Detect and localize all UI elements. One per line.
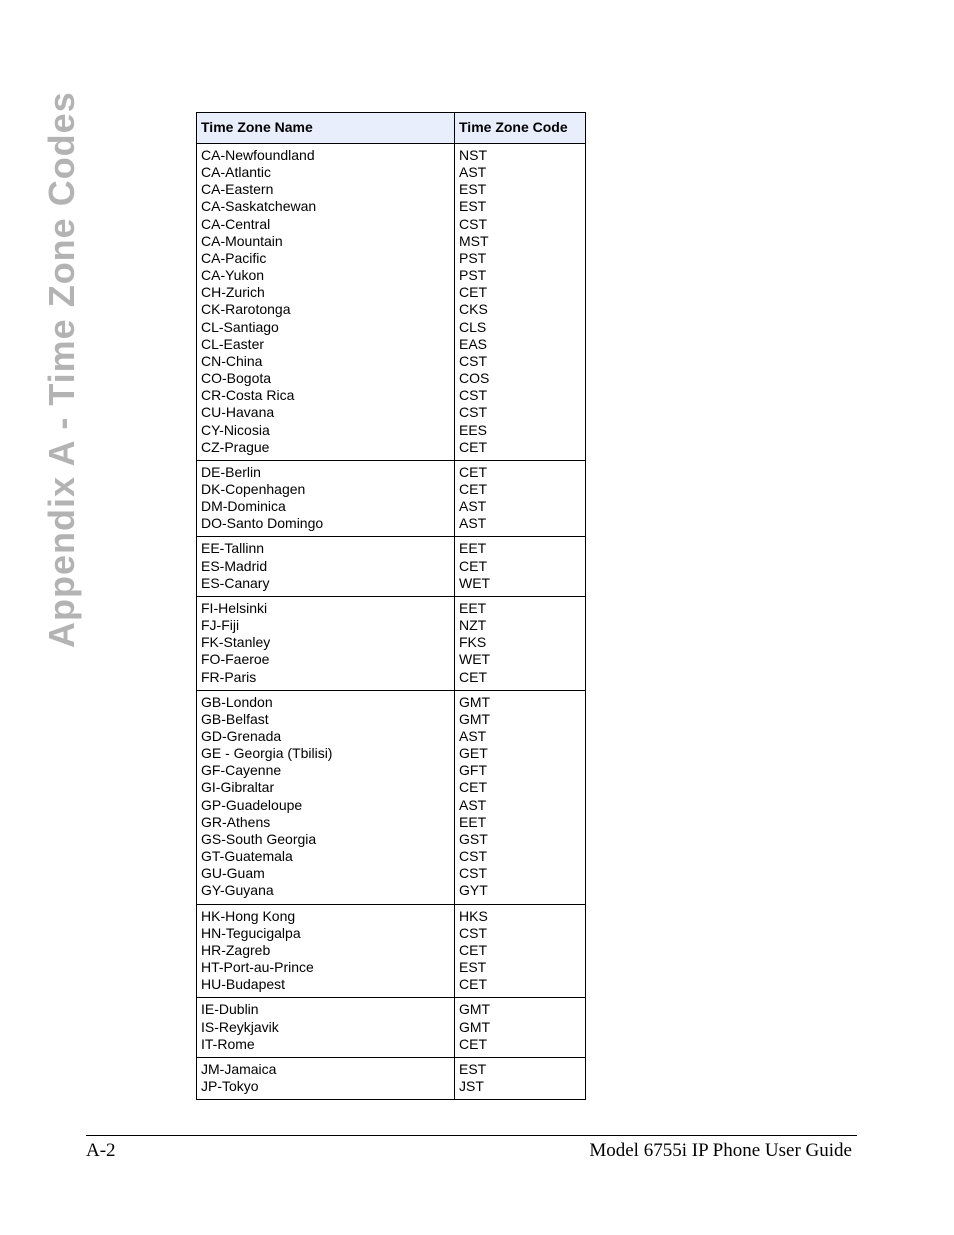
time-zone-code-cell — [455, 596, 586, 690]
time-zone-name: DO-Santo Domingo — [201, 515, 324, 532]
time-zone-code: EST — [459, 181, 487, 198]
time-zone-name: CL-Santiago — [201, 318, 279, 335]
time-zone-name: CK-Rarotonga — [201, 301, 291, 318]
time-zone-name: HU-Budapest — [201, 976, 286, 993]
time-zone-name: IT-Rome — [201, 1035, 255, 1052]
time-zone-name: CN-China — [201, 352, 263, 369]
time-zone-code: AST — [459, 164, 487, 181]
table-row — [197, 537, 586, 596]
time-zone-code-cell — [455, 460, 586, 537]
time-zone-code: GYT — [459, 882, 488, 899]
time-zone-code: CST — [459, 404, 487, 421]
time-zone-code: PST — [459, 249, 487, 266]
time-zone-name: FK-Stanley — [201, 634, 271, 651]
time-zone-code: AST — [459, 498, 487, 515]
time-zone-code: CST — [459, 352, 487, 369]
time-zone-name: CA-Eastern — [201, 181, 274, 198]
time-zone-code-cell — [455, 690, 586, 904]
table-row — [197, 460, 586, 537]
time-zone-code: CKS — [459, 301, 488, 318]
footer-divider — [86, 1135, 857, 1136]
time-zone-code-cell — [455, 998, 586, 1057]
time-zone-name: CA-Central — [201, 215, 271, 232]
time-zone-code-cell — [455, 1057, 586, 1099]
time-zone-code: GMT — [459, 693, 491, 710]
time-zone-name: GE - Georgia (Tbilisi) — [201, 745, 333, 762]
time-zone-code: CET — [459, 557, 487, 574]
time-zone-name: GB-Belfast — [201, 710, 269, 727]
time-zone-code: NZT — [459, 617, 487, 634]
section-side-title: Appendix A - Time Zone Codes — [41, 91, 82, 648]
time-zone-name: FR-Paris — [201, 668, 257, 685]
time-zone-name-cell — [197, 998, 455, 1057]
time-zone-code: EET — [459, 599, 487, 616]
column-header-name: Time Zone Name — [197, 113, 455, 144]
table-body — [197, 144, 586, 1100]
time-zone-code: COS — [459, 370, 490, 387]
time-zone-name: HR-Zagreb — [201, 941, 271, 958]
time-zone-name: DK-Copenhagen — [201, 480, 306, 497]
time-zone-code: GMT — [459, 1001, 491, 1018]
time-zone-name: CL-Easter — [201, 335, 265, 352]
time-zone-name: HT-Port-au-Prince — [201, 959, 314, 976]
time-zone-code: WET — [459, 574, 491, 591]
time-zone-code: CET — [459, 668, 487, 685]
time-zone-code: AST — [459, 515, 487, 532]
time-zone-name: ES-Canary — [201, 574, 270, 591]
time-zone-code: CET — [459, 284, 487, 301]
time-zone-name: IE-Dublin — [201, 1001, 259, 1018]
time-zone-name: CA-Saskatchewan — [201, 198, 317, 215]
time-zone-code: CET — [459, 1035, 487, 1052]
time-zone-code: CST — [459, 865, 487, 882]
time-zone-code: CLS — [459, 318, 487, 335]
time-zone-name: FI-Helsinki — [201, 599, 268, 616]
time-zone-code: EET — [459, 540, 487, 557]
time-zone-name: IS-Reykjavik — [201, 1018, 279, 1035]
time-zone-name: CA-Yukon — [201, 267, 265, 284]
time-zone-code: CET — [459, 463, 487, 480]
page-number: A-2 — [86, 1140, 116, 1161]
table-row — [197, 596, 586, 690]
time-zone-code: CST — [459, 387, 487, 404]
time-zone-code: CST — [459, 215, 487, 232]
time-zone-code: EST — [459, 959, 487, 976]
time-zone-name: GI-Gibraltar — [201, 779, 275, 796]
table-row — [197, 904, 586, 998]
time-zone-code: PST — [459, 267, 487, 284]
time-zone-name-cell — [197, 460, 455, 537]
time-zone-name: HN-Tegucigalpa — [201, 924, 301, 941]
time-zone-name-cell — [197, 596, 455, 690]
time-zone-code: GFT — [459, 762, 487, 779]
time-zone-name: CH-Zurich — [201, 284, 265, 301]
time-zone-name: EE-Tallinn — [201, 540, 265, 557]
table-header-row — [197, 113, 586, 144]
table-row — [197, 690, 586, 904]
time-zone-code-cell — [455, 904, 586, 998]
time-zone-code-cell — [455, 144, 586, 461]
time-zone-name: GS-South Georgia — [201, 830, 317, 847]
time-zone-name: CA-Mountain — [201, 232, 283, 249]
time-zone-name-cell — [197, 1057, 455, 1099]
time-zone-name: GP-Guadeloupe — [201, 796, 303, 813]
time-zone-code: AST — [459, 796, 487, 813]
time-zone-name: GB-London — [201, 693, 273, 710]
time-zone-name: FO-Faeroe — [201, 651, 270, 668]
time-zone-name-cell — [197, 904, 455, 998]
time-zone-name: FJ-Fiji — [201, 617, 240, 634]
time-zone-code: GMT — [459, 1018, 491, 1035]
time-zone-code: CET — [459, 438, 487, 455]
time-zone-name: JM-Jamaica — [201, 1060, 277, 1077]
time-zone-code: EST — [459, 198, 487, 215]
time-zone-code: EES — [459, 421, 488, 438]
time-zone-code: CET — [459, 941, 487, 958]
time-zone-name: GY-Guyana — [201, 882, 274, 899]
time-zone-name: GD-Grenada — [201, 728, 282, 744]
time-zone-code: HKS — [459, 907, 488, 924]
time-zone-name: JP-Tokyo — [201, 1077, 259, 1094]
time-zone-code: MST — [459, 232, 489, 249]
table-row — [197, 1057, 586, 1099]
time-zone-name: DE-Berlin — [201, 463, 261, 480]
time-zone-code: JST — [459, 1077, 484, 1094]
time-zone-code: CST — [459, 924, 487, 941]
table-row — [197, 998, 586, 1057]
time-zone-code-cell — [455, 537, 586, 596]
time-zone-code: GMT — [459, 710, 491, 727]
time-zone-name-cell — [197, 537, 455, 596]
time-zone-name-cell — [197, 690, 455, 904]
time-zone-name: CO-Bogota — [201, 370, 272, 387]
time-zone-name: GR-Athens — [201, 813, 271, 830]
time-zone-name: CY-Nicosia — [201, 421, 270, 438]
table-row — [197, 144, 586, 461]
time-zone-name: HK-Hong Kong — [201, 907, 296, 924]
time-zone-code: CET — [459, 480, 487, 497]
time-zone-code: GET — [459, 745, 488, 762]
time-zone-name: GU-Guam — [201, 865, 265, 882]
time-zone-name: GF-Cayenne — [201, 762, 282, 779]
time-zone-code: WET — [459, 651, 491, 668]
time-zone-table — [196, 112, 586, 1100]
time-zone-code: CST — [459, 848, 487, 865]
time-zone-name: CA-Pacific — [201, 249, 267, 266]
time-zone-code: EST — [459, 1060, 487, 1077]
time-zone-name: CZ-Prague — [201, 438, 270, 455]
time-zone-code: EET — [459, 813, 487, 830]
time-zone-code: EAS — [459, 335, 488, 352]
column-header-code: Time Zone Code — [455, 113, 586, 144]
time-zone-name: GT-Guatemala — [201, 848, 293, 865]
time-zone-name: DM-Dominica — [201, 498, 286, 515]
time-zone-name: CA-Atlantic — [201, 164, 272, 181]
time-zone-name: CU-Havana — [201, 404, 275, 421]
time-zone-code: CET — [459, 976, 487, 993]
time-zone-name: CR-Costa Rica — [201, 387, 295, 404]
time-zone-code: NST — [459, 147, 487, 163]
time-zone-name-cell — [197, 144, 455, 461]
time-zone-name: CA-Newfoundland — [201, 147, 315, 163]
time-zone-code: FKS — [459, 634, 487, 651]
time-zone-name: ES-Madrid — [201, 557, 268, 574]
document-title: Model 6755i IP Phone User Guide — [589, 1140, 852, 1161]
time-zone-code: CET — [459, 779, 487, 796]
time-zone-code: GST — [459, 830, 488, 847]
time-zone-code: AST — [459, 728, 487, 744]
